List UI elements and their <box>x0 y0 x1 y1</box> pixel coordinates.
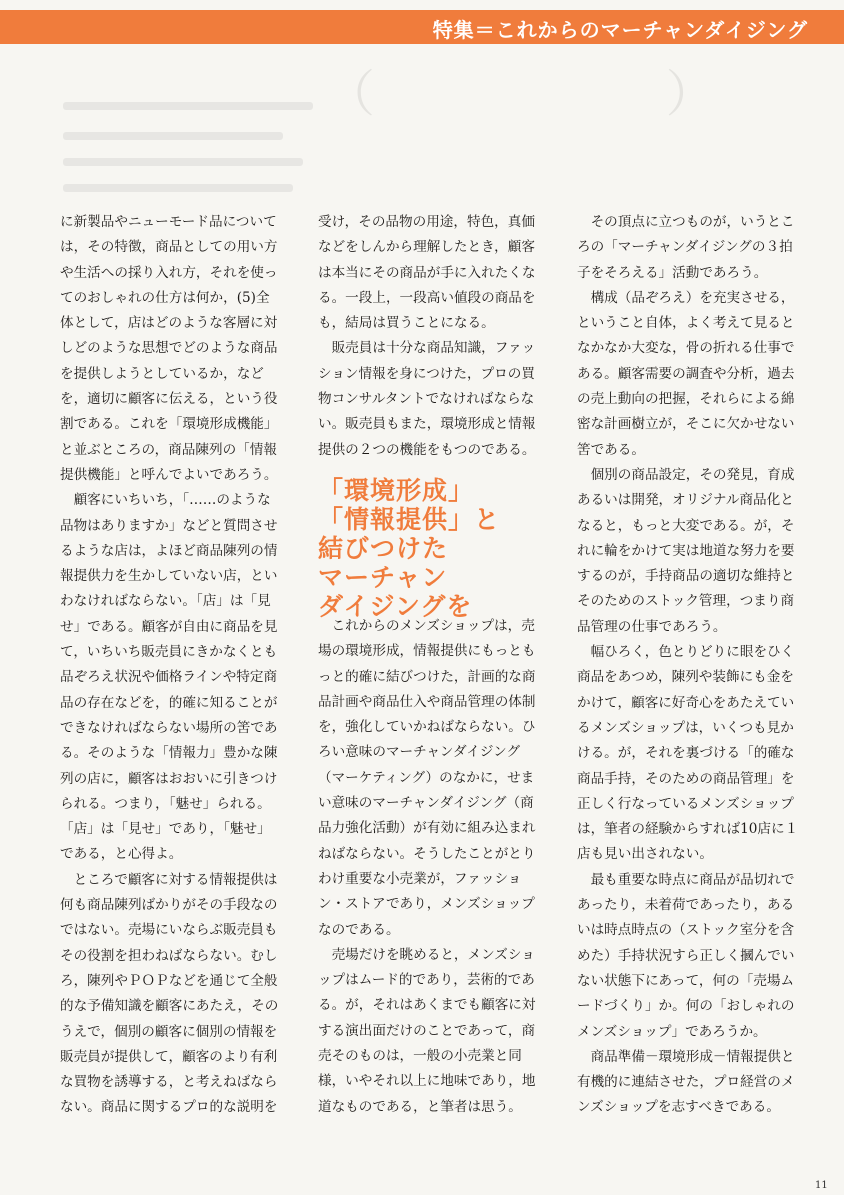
column-3 <box>577 210 802 1121</box>
headline-line: 「環境形成」 <box>318 476 475 505</box>
paragraph: ところで顧客に対する情報提供は何も商品陳列ばかりがその手段なのではない。売場にいならぶ販売員もその役割を担わねばならない。むしろ，陳列やＰＯＰなどを通じて全般的な予備知識を顧客にあたえ，そのうえで，個別の顧客に個別の情報を販売員が提供して，顧客のより有利な買物を誘導する，と考えねばならない。商品に関するプロ的な説明を <box>60 871 279 1116</box>
section-headline <box>318 476 548 621</box>
show-through-line <box>63 132 283 140</box>
headline-line: ダイジングを <box>318 592 473 621</box>
page-number: 11 <box>815 1180 828 1191</box>
paragraph: 売場だけを眺めると，メンズショップはムード的であり，芸術的である。が，それはあくまでも顧客に対する演出面だけのことであって，商売そのものは，一般の小売業と同様，いやそれ以上に地味であり，地道なものである，と筆者は思う。 <box>318 946 536 1115</box>
column-2-upper <box>318 210 545 463</box>
headline-line: 「情報提供」と <box>318 505 501 534</box>
paragraph: に新製品やニューモード品については，その特徴，商品としての用い方や生活への採り入れ方，それを使ってのおしゃれの仕方は何か，(5)全体として，店はどのような客層に対しどのような思想でどのような商品を提供しようとしているか，などを，適切に顧客に伝える，という役割である。これを「環境形成機能」と並ぶところの，商品陳列の「情報提供機能」と呼んでよいであろう。 <box>60 214 278 483</box>
paragraph: 個別の商品設定，その発見，育成あるいは開発，オリジナル商品化となると，もっと大変である。が，それに輪をかけて実は地道な努力を要するのが，手持商品の適切な維持とそのためのストック管理，つまり商品管理の仕事であろう。 <box>577 466 795 635</box>
paragraph: 幅ひろく，色とりどりに眼をひく商品をあつめ，陳列や装飾にも金をかけて，顧客に好奇心をあたえているメンズショップは，いくつも見かける。が，それを裏づける「的確な商品手持，そのための商品管理」を正しく行なっているメンズショップは，筆者の経験からすれば10店に１店も見い出されない。 <box>577 644 799 863</box>
paragraph: 顧客にいちいち，「……のような品物はありますか」などと質問させるような店は，よほど商品陳列の情報提供力を生かしていない店，といわなければならない。「店」は「見せ」である。顧客が自由に商品を見て，いちいち販売員にきかなくとも品ぞろえ状況や価格ラインや特定商品の存在などを，的確に知ることができなければならない場所の筈である。そのような「情報力」豊かな陳列の店に，顧客はおおいに引きつけられる。つまり，「魅せ」られる。「店」は「見せ」であり，「魅せ」である，と心得よ。 <box>60 492 278 863</box>
headline-line: 結びつけた <box>318 534 449 563</box>
column-2-lower <box>318 614 545 1120</box>
show-through-line <box>63 184 293 192</box>
column-1 <box>60 210 282 1121</box>
paragraph: 構成（品ぞろえ）を充実させる，ということ自体，よく考えて見るとなかなか大変な，骨の折れる仕事である。顧客需要の調査や分析，過去の売上動向の把握，それらによる綿密な計画樹立が，そこに欠かせない筈である。 <box>577 289 795 458</box>
paragraph: 最も重要な時点に商品が品切れであったり，未着荷であったり，あるいは時点時点の（ストック室分を含めた）手持状況すら正しく摑んでいない状態下にあって，何の「売場ムードづくり」か。何の「おしゃれのメンズショップ」であろうか。 <box>577 871 795 1040</box>
show-through-title-shape: （ ） <box>325 65 722 123</box>
paragraph: 受け，その品物の用途，特色，真価などをしんから理解したとき，顧客は本当にその商品が手に入れたくなる。一段上，一段高い値段の商品をも，結局は買うことになる。 <box>318 214 536 332</box>
show-through-line <box>63 158 303 166</box>
show-through-line <box>63 102 313 110</box>
paragraph: 商品準備－環境形成－情報提供と有機的に連結させた，プロ経営のメンズショップを志すべきである。 <box>577 1048 795 1116</box>
show-through-background <box>55 50 815 200</box>
paragraph: その頂点に立つものが，いうところの「マーチャンダイジングの３拍子をそろえる」活動であろう。 <box>577 214 795 281</box>
paragraph: これからのメンズショップは，売場の環境形成，情報提供にもっともっと的確に結びつけた，計画的な商品計画や商品仕入や商品管理の体制を，強化していかねばならない。ひろい意味のマーチャンダイジング（マーケティング）のなかに，せまい意味のマーチャンダイジング（商品力強化活動）が有効に組み込まれねばならない。そうしたことがとりわけ重要な小売業が，ファッション・ストアであり，メンズショップなのである。 <box>318 618 536 938</box>
paragraph: 販売員は十分な商品知識，ファッション情報を身につけた，プロの買物コンサルタントでなければならない。販売員もまた，環境形成と情報提供の２つの機能をもつのである。 <box>318 340 536 458</box>
headline-line: マーチャン <box>318 563 448 592</box>
section-title: 特集＝これからのマーチャンダイジング <box>432 18 808 42</box>
